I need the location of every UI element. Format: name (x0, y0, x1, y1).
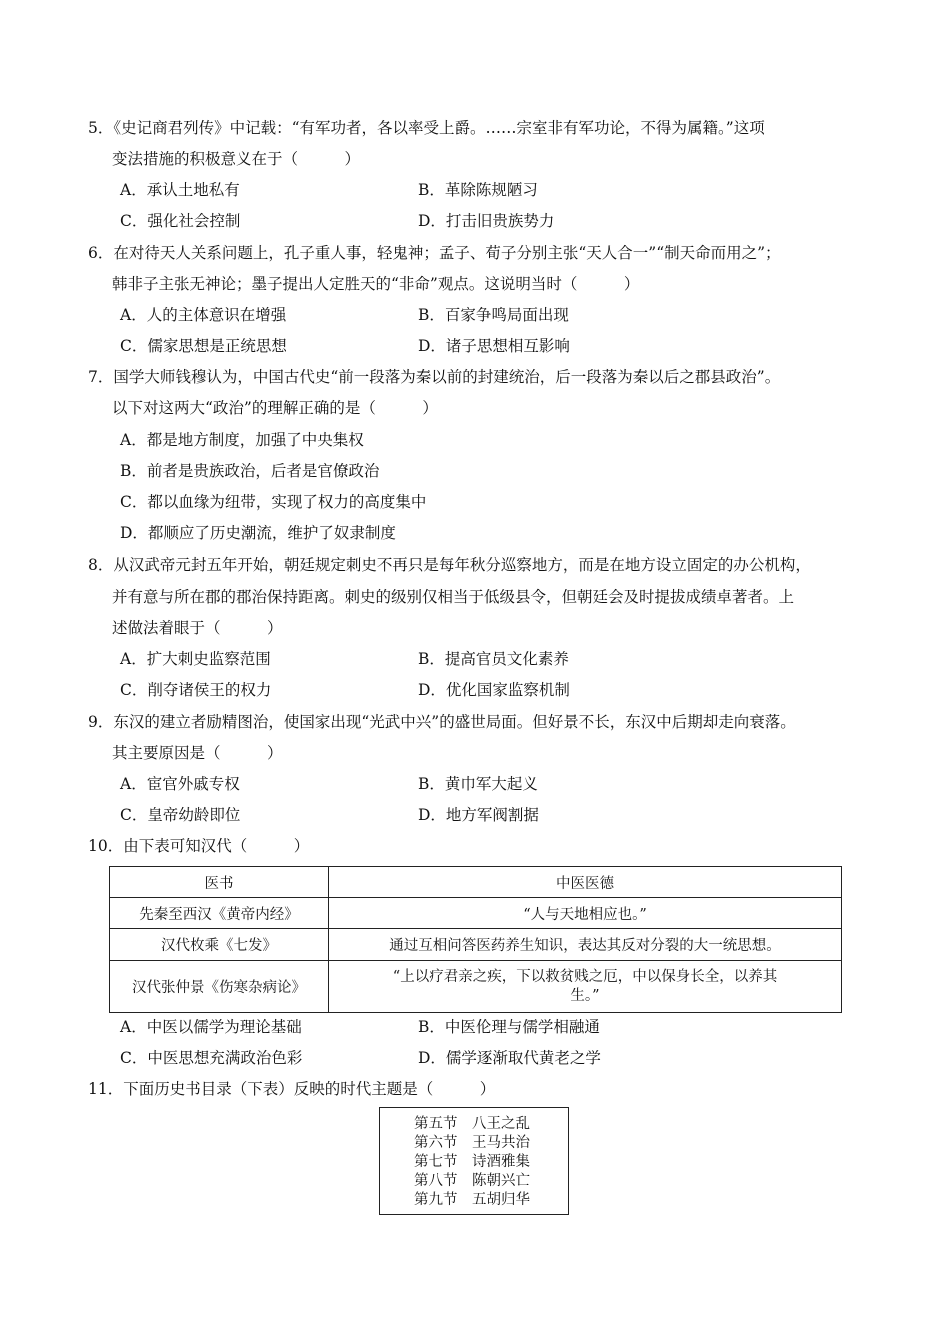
toc-item: 第七节 诗酒雅集 (414, 1154, 530, 1170)
q7-option-d[interactable]: D．都顺应了历史潮流，维护了奴隶制度 (120, 524, 396, 542)
table-cell: 汉代张仲景《伤寒杂病论》 (110, 961, 329, 1013)
table-cell-line: 生。” (570, 987, 600, 1004)
table-row (110, 961, 842, 1013)
toc-item: 第八节 陈朝兴亡 (414, 1173, 530, 1189)
q7-option-c[interactable]: C．都以血缘为纽带，实现了权力的高度集中 (120, 493, 427, 511)
q8-option-c[interactable]: C．削夺诸侯王的权力 (120, 681, 272, 699)
q8-option-a[interactable]: A．扩大刺史监察范围 (120, 650, 271, 668)
q10-option-d[interactable]: D．儒学逐渐取代黄老之学 (418, 1049, 601, 1067)
q5-option-b[interactable]: B．革除陈规陋习 (418, 181, 538, 199)
q7-option-b[interactable]: B．前者是贵族政治，后者是官僚政治 (120, 462, 380, 480)
table-cell: 先秦至西汉《黄帝内经》 (110, 898, 329, 929)
q8-option-b[interactable]: B．提高官员文化素养 (418, 650, 569, 668)
q9-option-d[interactable]: D．地方军阀割据 (418, 806, 539, 824)
q6-option-c[interactable]: C．儒家思想是正统思想 (120, 337, 287, 355)
q9-option-a[interactable]: A．宦官外戚专权 (120, 775, 240, 793)
q9-option-c[interactable]: C．皇帝幼龄即位 (120, 806, 241, 824)
table-cell: 汉代枚乘《七发》 (110, 929, 329, 961)
q6-option-b[interactable]: B．百家争鸣局面出现 (418, 306, 569, 324)
q9-option-b[interactable]: B．黄巾军大起义 (418, 775, 538, 793)
table-header-row (110, 867, 842, 898)
q10-option-b[interactable]: B．中医伦理与儒学相融通 (418, 1018, 600, 1036)
toc-item: 第六节 王马共治 (414, 1135, 530, 1151)
q11-stem: 11．下面历史书目录（下表）反映的时代主题是（ ） (88, 1080, 496, 1098)
toc-item: 第九节 五胡归华 (414, 1192, 530, 1208)
q9-stem-line2: 其主要原因是（ ） (112, 744, 283, 762)
q6-option-a[interactable]: A．人的主体意识在增强 (120, 306, 287, 324)
q5-stem-line2: 变法措施的积极意义在于（ ） (112, 150, 361, 168)
q10-stem: 10．由下表可知汉代（ ） (88, 837, 310, 855)
table-cell (329, 961, 842, 1013)
table-cell-line: “上以疗君亲之疾，下以救贫贱之厄，中以保身长全，以养其 (392, 968, 778, 985)
q10-option-c[interactable]: C．中医思想充满政治色彩 (120, 1049, 303, 1067)
toc-item: 第五节 八王之乱 (414, 1116, 530, 1132)
q8-stem-line3: 述做法着眼于（ ） (112, 619, 283, 637)
q5-option-d[interactable]: D．打击旧贵族势力 (418, 212, 555, 230)
table-cell: 通过互相问答医药养生知识，表达其反对分裂的大一统思想。 (329, 929, 842, 961)
q7-stem-line2: 以下对这两大“政治”的理解正确的是（ ） (112, 399, 438, 417)
q6-option-d[interactable]: D．诸子思想相互影响 (418, 337, 570, 355)
medical-books-table (109, 866, 842, 1013)
q5-option-c[interactable]: C．强化社会控制 (120, 212, 241, 230)
table-header-cell: 医书 (110, 867, 329, 898)
q6-stem-line2: 韩非子主张无神论；墨子提出人定胜天的“非命”观点。这说明当时（ ） (112, 275, 640, 293)
q10-option-a[interactable]: A．中医以儒学为理论基础 (120, 1018, 302, 1036)
q5-option-a[interactable]: A．承认土地私有 (120, 181, 240, 199)
q9-stem-line1: 9．东汉的建立者励精图治，使国家出现“光武中兴”的盛世局面。但好景不长，东汉中后期却走向衰落。 (88, 713, 796, 731)
q7-option-a[interactable]: A．都是地方制度，加强了中央集权 (120, 431, 364, 449)
q7-stem-line1: 7．国学大师钱穆认为，中国古代史“前一段落为秦以前的封建统治，后一段落为秦以后之郡县政治”。 (88, 368, 781, 386)
table-header-cell: 中医医德 (329, 867, 842, 898)
table-row (110, 898, 842, 929)
q5-stem-line1: 5．《史记商君列传》中记载：“有军功者，各以率受上爵。……宗室非有军功论，不得为属籍。”这项 (88, 119, 765, 137)
table-row (110, 929, 842, 961)
q8-stem-line2: 并有意与所在郡的郡治保持距离。刺史的级别仅相当于低级县令，但朝廷会及时提拔成绩卓著者。上 (112, 588, 795, 606)
q6-stem-line1: 6．在对待天人关系问题上，孔子重人事，轻鬼神；孟子、荀子分别主张“天人合一”“制天命而用之”； (88, 244, 781, 262)
q8-stem-line1: 8．从汉武帝元封五年开始，朝廷规定刺史不再只是每年秋分巡察地方，而是在地方设立固定的办公机构， (88, 556, 811, 574)
table-cell: “人与天地相应也。” (329, 898, 842, 929)
q8-option-d[interactable]: D．优化国家监察机制 (418, 681, 570, 699)
history-book-toc (379, 1107, 569, 1215)
